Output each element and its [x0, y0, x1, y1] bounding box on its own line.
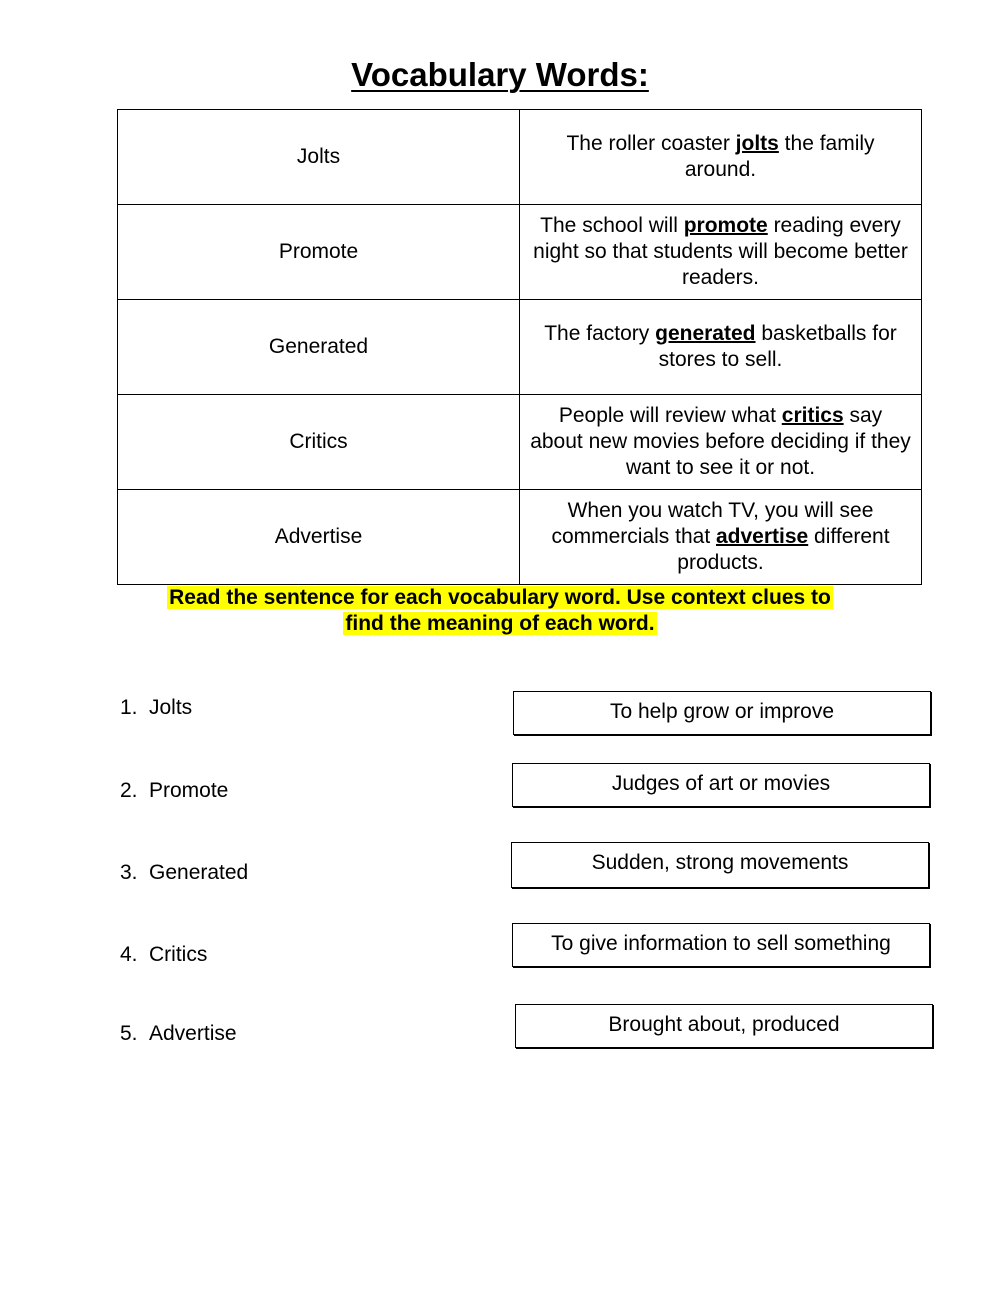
example-sentence — [520, 300, 922, 395]
vocab-word: Advertise — [118, 490, 520, 585]
sentence-keyword: generated — [655, 322, 756, 345]
table-row — [118, 205, 922, 300]
sentence-text: The factory — [544, 322, 656, 345]
instructions — [0, 585, 1000, 637]
definition-box[interactable]: Sudden, strong movements — [511, 842, 929, 888]
item-number: 3. — [120, 861, 138, 884]
item-label: Generated — [149, 861, 249, 884]
item-number: 4. — [120, 943, 138, 966]
vocab-word: Jolts — [118, 110, 520, 205]
match-word-item — [120, 695, 192, 721]
sentence-keyword: jolts — [735, 132, 779, 155]
sentence-text: different products. — [677, 525, 890, 574]
sentence-text: The roller coaster — [566, 132, 736, 155]
item-label: Critics — [149, 943, 208, 966]
sentence-text: The school will — [540, 214, 684, 237]
item-number: 2. — [120, 779, 138, 802]
definition-box[interactable]: Brought about, produced — [515, 1004, 933, 1048]
example-sentence — [520, 110, 922, 205]
match-word-item — [120, 942, 207, 968]
sentence-text: When you watch TV, you will see commercials that — [551, 499, 874, 548]
item-label: Jolts — [149, 696, 193, 719]
table-row — [118, 110, 922, 205]
definition-box[interactable]: Judges of art or movies — [512, 763, 930, 807]
table-row — [118, 300, 922, 395]
table-row — [118, 490, 922, 585]
page-title: Vocabulary Words: — [351, 56, 649, 93]
match-word-item — [120, 860, 248, 886]
sentence-text: the family around. — [684, 132, 875, 181]
match-word-item — [120, 1021, 237, 1047]
sentence-keyword: advertise — [715, 525, 809, 548]
item-number: 5. — [120, 1022, 138, 1045]
item-label: Advertise — [149, 1022, 237, 1045]
sentence-text: say about new movies before deciding if they want to see it or not. — [530, 404, 911, 479]
match-word-item — [120, 778, 228, 804]
item-label: Promote — [149, 779, 229, 802]
definition-box[interactable]: To give information to sell something — [512, 923, 930, 967]
instructions-line-2: find the meaning of each word. — [345, 612, 655, 635]
example-sentence — [520, 395, 922, 490]
example-sentence — [520, 205, 922, 300]
vocab-word: Promote — [118, 205, 520, 300]
vocabulary-table — [117, 109, 922, 585]
sentence-text: basketballs for stores to sell. — [658, 322, 897, 371]
sentence-keyword: promote — [683, 214, 768, 237]
vocab-word: Critics — [118, 395, 520, 490]
table-row — [118, 395, 922, 490]
definition-box[interactable]: To help grow or improve — [513, 691, 931, 735]
instructions-line-1: Read the sentence for each vocabulary word. Use context clues to — [169, 586, 831, 609]
item-number: 1. — [120, 696, 138, 719]
sentence-text: People will review what — [558, 404, 782, 427]
sentence-text: reading every night so that students will become better readers. — [533, 214, 908, 289]
example-sentence — [520, 490, 922, 585]
vocab-word: Generated — [118, 300, 520, 395]
sentence-keyword: critics — [781, 404, 844, 427]
